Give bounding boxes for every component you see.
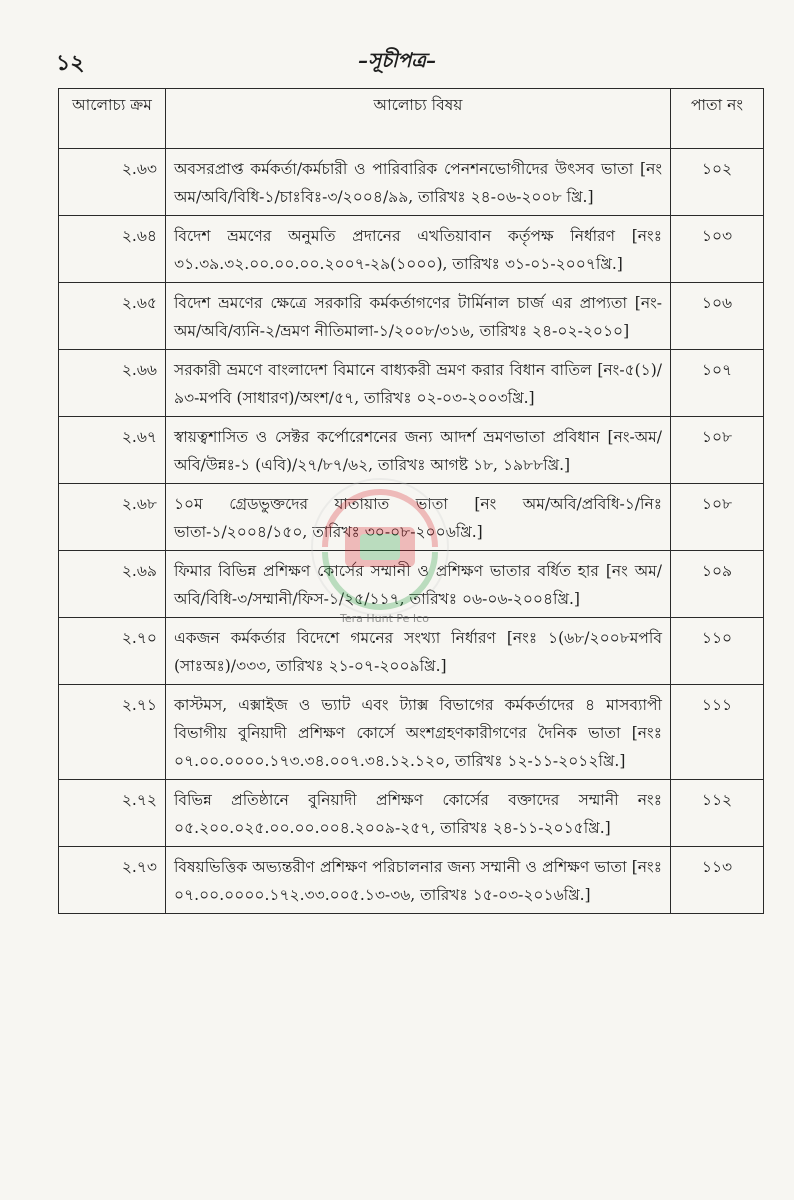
row-serial: ২.৬৭ (59, 417, 166, 484)
row-page: ১১২ (671, 780, 764, 847)
row-serial: ২.৭০ (59, 618, 166, 685)
table-row (59, 484, 764, 551)
watermark-text: Tera Hunt Pe Ico (340, 612, 429, 625)
row-subject: বিষয়ভিত্তিক অভ্যন্তরীণ প্রশিক্ষণ পরিচালনার জন্য সম্মানী ও প্রশিক্ষণ ভাতা [নংঃ ০৭.০০.০০০০.১৭২.৩৩.০০৫.১৩-৩৬, তারিখঃ ১৫-০৩-২০১৬খ্রি.] (166, 847, 671, 914)
row-subject: ফিমার বিভিন্ন প্রশিক্ষণ কোর্সের সম্মানী ও প্রশিক্ষণ ভাতার বর্ধিত হার [নং অম/অবি/বিধি-৩/সম্মানী/ফিস-১/২৫/১১৭, তারিখঃ ০৬-০৬-২০০৪খ্রি.] (166, 551, 671, 618)
row-page: ১০৮ (671, 417, 764, 484)
row-subject: বিভিন্ন প্রতিষ্ঠানে বুনিয়াদী প্রশিক্ষণ কোর্সের বক্তাদের সম্মানী নংঃ ০৫.২০০.০২৫.০০.০০.০০৪.২০০৯-২৫৭, তারিখঃ ২৪-১১-২০১৫খ্রি.] (166, 780, 671, 847)
row-serial: ২.৭৩ (59, 847, 166, 914)
page-header (0, 0, 794, 88)
row-page: ১০৬ (671, 283, 764, 350)
index-table (58, 88, 764, 914)
page-title: –সূচীপত্র– (358, 48, 436, 72)
row-serial: ২.৬৫ (59, 283, 166, 350)
column-header-serial: আলোচ্য ক্রম (59, 89, 166, 149)
row-page: ১১৩ (671, 847, 764, 914)
table-row (59, 780, 764, 847)
row-page: ১১১ (671, 685, 764, 780)
table-row (59, 618, 764, 685)
row-serial: ২.৬৪ (59, 216, 166, 283)
table-row (59, 283, 764, 350)
row-subject: বিদেশ ভ্রমণের ক্ষেত্রে সরকারি কর্মকর্তাগণের টার্মিনাল চার্জ এর প্রাপ্যতা [নং-অম/অবি/ব্যনি-২/ভ্রমণ নীতিমালা-১/২০০৮/৩১৬, তারিখঃ ২৪-০২-২০১০] (166, 283, 671, 350)
row-serial: ২.৬৩ (59, 149, 166, 216)
row-subject: ১০ম গ্রেডভুক্তদের যাতায়াত ভাতা [নং অম/অবি/প্রবিধি-১/নিঃ ভাতা-১/২০০৪/১৫০, তারিখঃ ৩০-০৮-২০০৬খ্রি.] (166, 484, 671, 551)
row-page: ১০৯ (671, 551, 764, 618)
row-page: ১০৩ (671, 216, 764, 283)
page-number: ১২ (56, 50, 85, 76)
column-header-subject: আলোচ্য বিষয় (166, 89, 671, 149)
column-header-page: পাতা নং (671, 89, 764, 149)
table-row (59, 149, 764, 216)
table-row (59, 417, 764, 484)
row-page: ১১০ (671, 618, 764, 685)
row-subject: কাস্টমস, এক্সাইজ ও ভ্যাট এবং ট্যাক্স বিভাগের কর্মকর্তাদের ৪ মাসব্যাপী বিভাগীয় বুনিয়াদী প্রশিক্ষণ কোর্সে অংশগ্রহণকারীগণের দৈনিক ভাতা [নংঃ ০৭.০০.০০০০.১৭৩.৩৪.০০৭.৩৪.১২.১২০, তারিখঃ ১২-১১-২০১২খ্রি.] (166, 685, 671, 780)
row-page: ১০২ (671, 149, 764, 216)
table-header-row (59, 89, 764, 149)
row-serial: ২.৬৯ (59, 551, 166, 618)
table-row (59, 847, 764, 914)
row-serial: ২.৭২ (59, 780, 166, 847)
table-row (59, 551, 764, 618)
table-row (59, 216, 764, 283)
row-page: ১০৭ (671, 350, 764, 417)
row-serial: ২.৭১ (59, 685, 166, 780)
row-serial: ২.৬৬ (59, 350, 166, 417)
table-row (59, 685, 764, 780)
row-subject: একজন কর্মকর্তার বিদেশে গমনের সংখ্যা নির্ধারণ [নংঃ ১(৬৮/২০০৮মপবি (সাঃঅঃ)/৩৩৩, তারিখঃ ২১-০৭-২০০৯খ্রি.] (166, 618, 671, 685)
table-row (59, 350, 764, 417)
row-subject: স্বায়ত্বশাসিত ও সেক্টর কর্পোরেশনের জন্য আদর্শ ভ্রমণভাতা প্রবিধান [নং-অম/অবি/উন্নঃ-১ (এবি)/২৭/৮৭/৬২, তারিখঃ আগষ্ট ১৮, ১৯৮৮খ্রি.] (166, 417, 671, 484)
row-subject: অবসরপ্রাপ্ত কর্মকর্তা/কর্মচারী ও পারিবারিক পেনশনভোগীদের উৎসব ভাতা [নং অম/অবি/বিধি-১/চাঃবিঃ-৩/২০০৪/৯৯, তারিখঃ ২৪-০৬-২০০৮ খ্রি.] (166, 149, 671, 216)
row-serial: ২.৬৮ (59, 484, 166, 551)
row-subject: বিদেশ ভ্রমণের অনুমতি প্রদানের এখতিয়াবান কর্তৃপক্ষ নির্ধারণ [নংঃ ৩১.৩৯.৩২.০০.০০.০০.২০০৭-২৯(১০০০), তারিখঃ ৩১-০১-২০০৭খ্রি.] (166, 216, 671, 283)
row-page: ১০৮ (671, 484, 764, 551)
row-subject: সরকারী ভ্রমণে বাংলাদেশ বিমানে বাধ্যকরী ভ্রমণ করার বিধান বাতিল [নং-৫(১)/৯৩-মপবি (সাধারণ)/অংশ/৫৭, তারিখঃ ০২-০৩-২০০৩খ্রি.] (166, 350, 671, 417)
